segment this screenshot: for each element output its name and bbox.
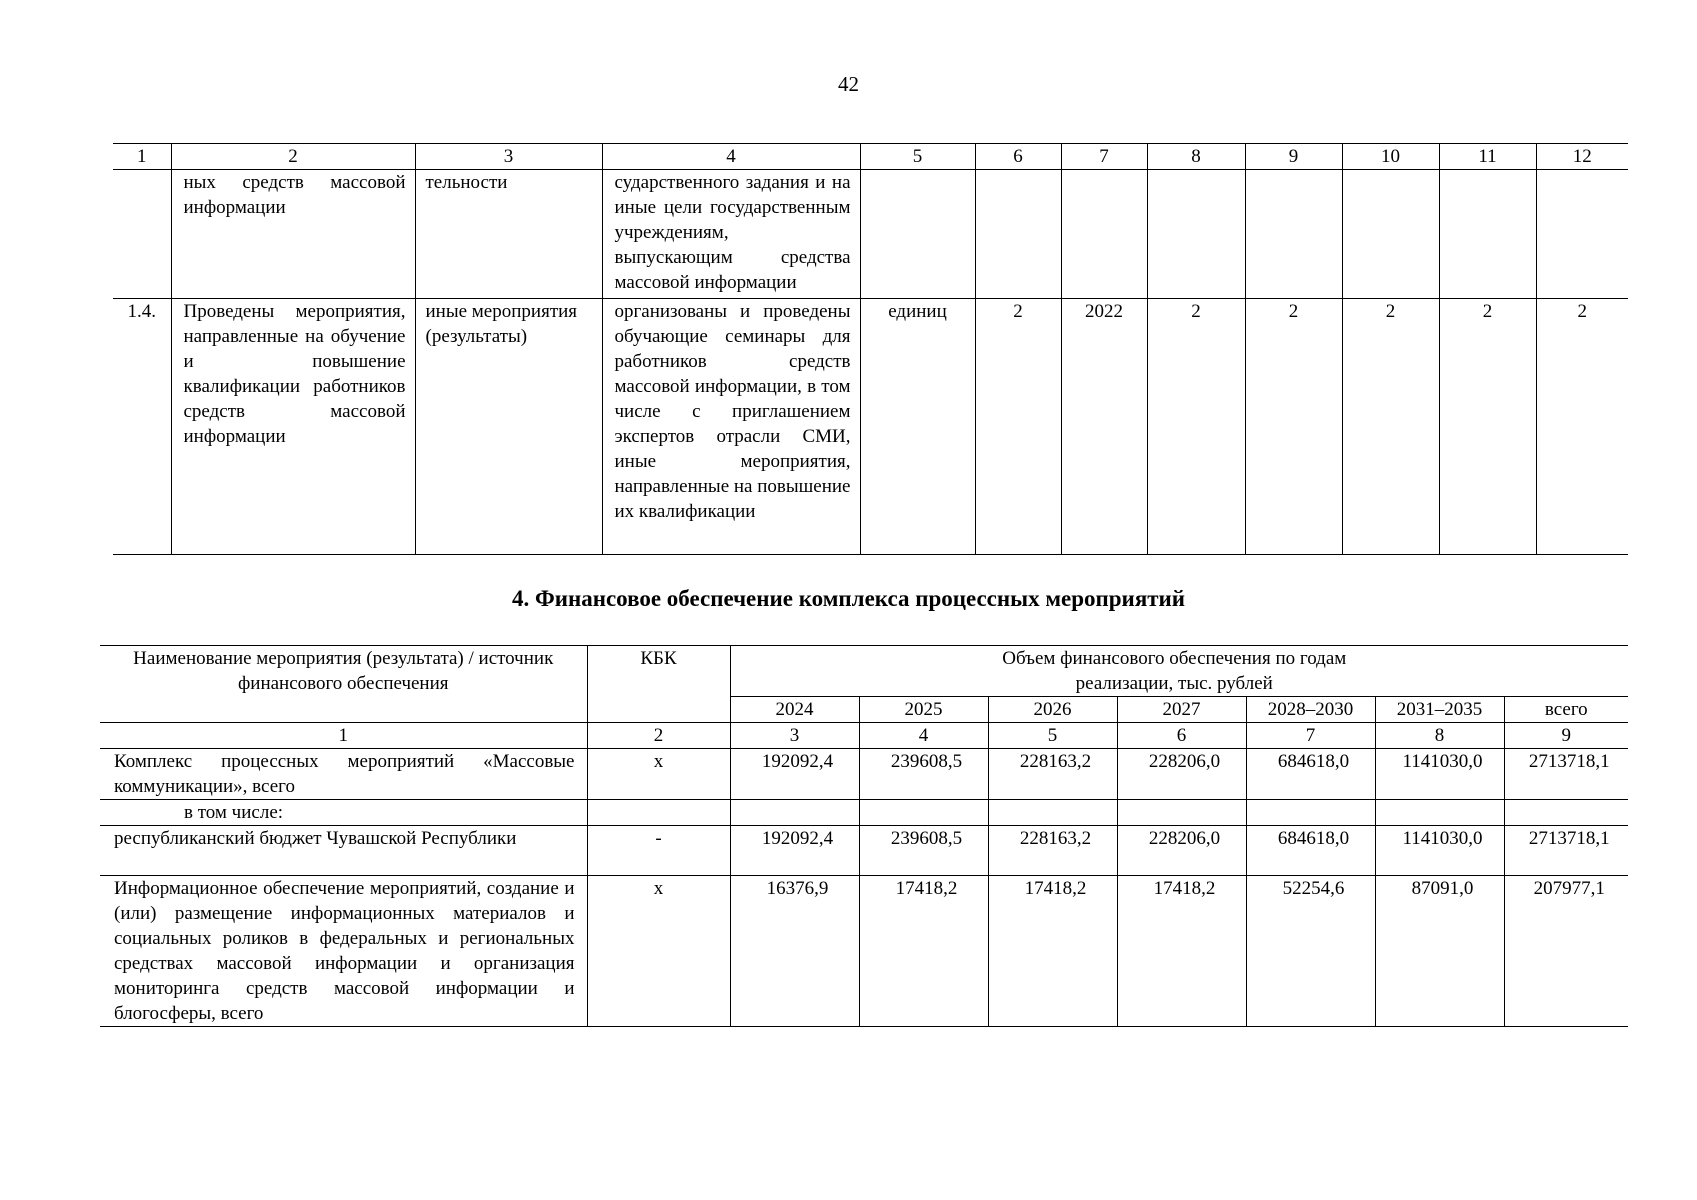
row-kbk: х xyxy=(587,876,730,1027)
result-name-continuation: ных средств массовой информации xyxy=(171,170,415,299)
value-cell: 228163,2 xyxy=(988,826,1117,876)
column-number: 6 xyxy=(975,144,1061,170)
row-kbk: х xyxy=(587,749,730,800)
indicators-table xyxy=(113,143,1628,555)
column-number: 1 xyxy=(113,144,171,170)
base-value: 2 xyxy=(975,299,1061,555)
column-number: 4 xyxy=(602,144,860,170)
value-cell: 239608,5 xyxy=(859,749,988,800)
column-number: 4 xyxy=(859,723,988,749)
column-number: 7 xyxy=(1246,723,1375,749)
value-cell: 228206,0 xyxy=(1117,826,1246,876)
result-description: организованы и проведены обучающие семинары для работников средств массовой информации, в том числе с приглашением экспертов отрасли СМИ, иные мероприятия, направленные на повышение их квалификации xyxy=(602,299,860,555)
year-header: 2027 xyxy=(1117,697,1246,723)
year-header: 2028–2030 xyxy=(1246,697,1375,723)
column-number: 5 xyxy=(988,723,1117,749)
value-cell: 228163,2 xyxy=(988,749,1117,800)
result-description-continuation: сударственного задания и на иные цели государственным учреждениям, выпускающим средства массовой информации xyxy=(602,170,860,299)
value-cell: 2 xyxy=(1536,299,1628,555)
unit: единиц xyxy=(860,299,975,555)
section-title: 4. Финансовое обеспечение комплекса процессных мероприятий xyxy=(511,586,1186,611)
column-number: 5 xyxy=(860,144,975,170)
table-row xyxy=(100,800,1628,826)
base-year: 2022 xyxy=(1061,299,1147,555)
value-cell xyxy=(1504,800,1628,826)
column-number: 11 xyxy=(1439,144,1536,170)
value-cell: 192092,4 xyxy=(730,749,859,800)
value-cell xyxy=(988,800,1117,826)
value-cell: 16376,9 xyxy=(730,876,859,1027)
table-row xyxy=(100,826,1628,876)
value-cell: 17418,2 xyxy=(1117,876,1246,1027)
value-cell: 2713718,1 xyxy=(1504,826,1628,876)
page-number: 42 xyxy=(838,72,859,96)
header-name: Наименование мероприятия (результата) / источник финансового обеспечения xyxy=(100,646,587,723)
value-cell: 2 xyxy=(1342,299,1439,555)
total-header: всего xyxy=(1504,697,1628,723)
value-cell: 2713718,1 xyxy=(1504,749,1628,800)
value-cell: 1141030,0 xyxy=(1375,826,1504,876)
row-kbk xyxy=(587,800,730,826)
value-cell: 87091,0 xyxy=(1375,876,1504,1027)
value-cell xyxy=(1117,800,1246,826)
value-cell: 2 xyxy=(1147,299,1245,555)
column-number: 7 xyxy=(1061,144,1147,170)
column-number: 3 xyxy=(730,723,859,749)
row-name: в том числе: xyxy=(100,800,587,826)
table-row xyxy=(113,170,1628,299)
value-cell xyxy=(859,800,988,826)
row-kbk: - xyxy=(587,826,730,876)
column-number: 8 xyxy=(1147,144,1245,170)
value-cell: 684618,0 xyxy=(1246,826,1375,876)
row-name: Комплекс процессных мероприятий «Массовые коммуникации», всего xyxy=(100,749,587,800)
year-header: 2024 xyxy=(730,697,859,723)
value-cell: 2 xyxy=(1439,299,1536,555)
column-number: 8 xyxy=(1375,723,1504,749)
row-name: Информационное обеспечение мероприятий, создание и (или) размещение информационных материалов и социальных роликов в федеральных и региональных средствах массовой информации и организация мониторинга средств массовой информации и блогосферы, всего xyxy=(100,876,587,1027)
column-number: 9 xyxy=(1245,144,1342,170)
value-cell: 239608,5 xyxy=(859,826,988,876)
financing-table-column-numbers xyxy=(100,723,1628,749)
column-number: 9 xyxy=(1504,723,1628,749)
financing-table-header xyxy=(100,646,1628,697)
header-volume: Объем финансового обеспечения по годам реализации, тыс. рублей xyxy=(730,646,1628,697)
result-type: иные мероприятия (результаты) xyxy=(415,299,602,555)
value-cell: 52254,6 xyxy=(1246,876,1375,1027)
result-type-continuation: тельности xyxy=(415,170,602,299)
row-name: республиканский бюджет Чувашской Республики xyxy=(100,826,587,876)
financing-table xyxy=(100,645,1628,1027)
value-cell: 228206,0 xyxy=(1117,749,1246,800)
column-number: 2 xyxy=(171,144,415,170)
column-number: 2 xyxy=(587,723,730,749)
value-cell: 192092,4 xyxy=(730,826,859,876)
table-row xyxy=(100,749,1628,800)
column-number: 3 xyxy=(415,144,602,170)
value-cell: 207977,1 xyxy=(1504,876,1628,1027)
value-cell: 684618,0 xyxy=(1246,749,1375,800)
value-cell: 2 xyxy=(1245,299,1342,555)
year-header: 2026 xyxy=(988,697,1117,723)
indicators-table-column-numbers xyxy=(113,144,1628,170)
column-number: 6 xyxy=(1117,723,1246,749)
column-number: 12 xyxy=(1536,144,1628,170)
column-number: 1 xyxy=(100,723,587,749)
header-kbk: КБК xyxy=(587,646,730,723)
year-header: 2025 xyxy=(859,697,988,723)
value-cell xyxy=(1246,800,1375,826)
value-cell: 17418,2 xyxy=(859,876,988,1027)
result-name: Проведены мероприятия, направленные на обучение и повышение квалификации работников средств массовой информации xyxy=(171,299,415,555)
value-cell xyxy=(730,800,859,826)
value-cell: 17418,2 xyxy=(988,876,1117,1027)
table-row xyxy=(113,299,1628,555)
value-cell: 1141030,0 xyxy=(1375,749,1504,800)
year-header: 2031–2035 xyxy=(1375,697,1504,723)
table-row xyxy=(100,876,1628,1027)
value-cell xyxy=(1375,800,1504,826)
row-number: 1.4. xyxy=(113,299,171,555)
column-number: 10 xyxy=(1342,144,1439,170)
